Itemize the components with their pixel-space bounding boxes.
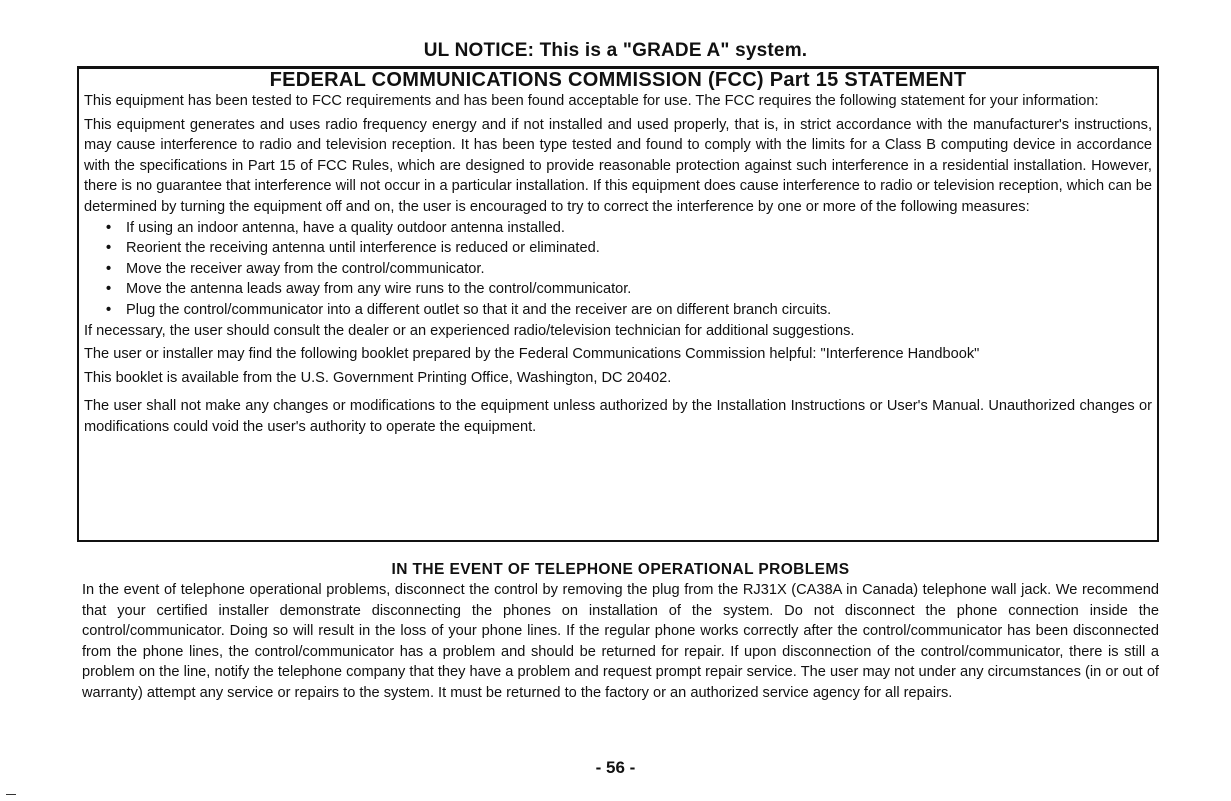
booklet-paragraph: The user or installer may find the following booklet prepared by the Federal Communications Commission helpful: "Interference Handbook" bbox=[84, 346, 980, 363]
bullet-icon: • bbox=[106, 240, 112, 257]
fcc-intro-paragraph: This equipment has been tested to FCC requirements and has been found acceptable for use. The FCC requires the following statement for your information: bbox=[84, 93, 1099, 109]
interference-measures-list bbox=[84, 218, 1152, 321]
list-item bbox=[84, 279, 1152, 300]
ul-notice-heading: UL NOTICE: This is a "GRADE A" system. bbox=[423, 40, 808, 61]
if-necessary-paragraph: If necessary, the user should consult the dealer or an experienced radio/television technician for additional suggestions. bbox=[84, 322, 855, 339]
list-item bbox=[84, 218, 1152, 239]
bullet-icon: • bbox=[106, 219, 112, 236]
list-item bbox=[84, 259, 1152, 280]
list-item bbox=[84, 238, 1152, 259]
unauthorized-changes-paragraph: The user shall not make any changes or modifications to the equipment unless authorized by the Installation Instructions or User's Manual. Unauthorized changes or modifications could void the user's authority to operate the equipment. bbox=[84, 398, 1152, 435]
measure-text: If using an indoor antenna, have a quality outdoor antenna installed. bbox=[126, 219, 565, 236]
bullet-icon: • bbox=[106, 281, 112, 298]
booklet-availability-paragraph: This booklet is available from the U.S. Government Printing Office, Washington, DC 20402. bbox=[84, 369, 672, 386]
telephone-problems-paragraph: In the event of telephone operational problems, disconnect the control by removing the plug from the RJ31X (CA38A in Canada) telephone wall jack. We recommend that your certified installer demonstrate disconnecting the phones on installation of the system. Do not disconnect the phone connection inside the control/communicator. Doing so will result in the loss of your phone lines. If the regular phone works correctly after the control/communicator has been disconnected from the phone lines, the control/communicator has a problem and should be returned for repair. If upon disconnection of the control/communicator, there is still a problem on the line, notify the telephone company that they have a problem and request prompt repair service. The user may not under any circumstances (in or out of warranty) attempt any service or repairs to the system. It must be returned to the factory or an authorized service agency for all repairs. bbox=[82, 582, 1159, 701]
measure-text: Plug the control/communicator into a different outlet so that it and the receiver are on different branch circuits. bbox=[126, 301, 832, 318]
measure-text: Move the receiver away from the control/communicator. bbox=[126, 260, 485, 277]
fcc-interference-paragraph: This equipment generates and uses radio frequency energy and if not installed and used properly, that is, in strict accordance with the manufacturer's instructions, may cause interference to radio and television reception. It has been type tested and found to comply with the limits for a Class B computing device in accordance with the specifications in Part 15 of FCC Rules, which are designed to provide reasonable protection against such interference in a residential installation. However, there is no guarantee that interference will not occur in a particular installation. If this equipment does cause interference to radio or television reception, which can be determined by turning the equipment off and on, the user is encouraged to try to correct the interference by one or more of the following measures: bbox=[84, 116, 1152, 215]
measure-text: Move the antenna leads away from any wire runs to the control/communicator. bbox=[126, 281, 632, 298]
bullet-icon: • bbox=[106, 260, 112, 277]
bullet-icon: • bbox=[106, 301, 112, 318]
telephone-problems-section bbox=[82, 560, 1159, 704]
measure-text: Reorient the receiving antenna until interference is reduced or eliminated. bbox=[126, 240, 600, 257]
telephone-problems-title: IN THE EVENT OF TELEPHONE OPERATIONAL PROBLEMS bbox=[391, 561, 850, 578]
list-item bbox=[84, 300, 1152, 321]
fcc-statement-title: FEDERAL COMMUNICATIONS COMMISSION (FCC) Part 15 STATEMENT bbox=[269, 69, 967, 91]
fcc-statement-box bbox=[77, 66, 1159, 542]
scan-corner-mark bbox=[6, 794, 16, 795]
page-number: - 56 - bbox=[595, 758, 636, 777]
